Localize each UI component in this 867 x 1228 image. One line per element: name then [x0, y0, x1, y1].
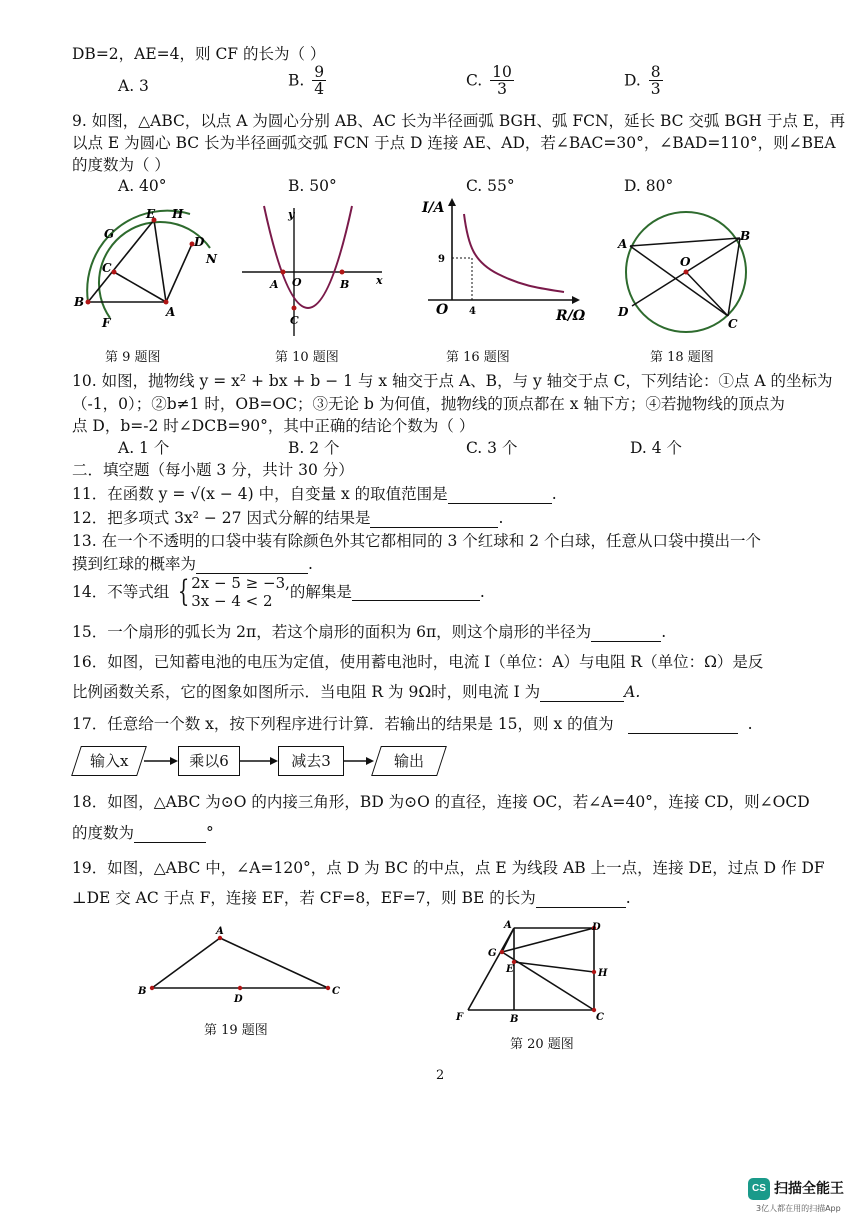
fig20-label-h: H — [598, 968, 608, 979]
caption-fig19: 第 19 题图 — [204, 1023, 268, 1038]
flow-arrowhead-2-icon — [270, 757, 278, 765]
page-number: 2 — [436, 1068, 445, 1083]
fig19-point-d — [238, 986, 242, 990]
q17-text: 17．任意给一个数 x，按下列程序进行计算．若输出的结果是 15，则 x 的值为 — [72, 715, 614, 733]
fig9-label-d: D — [194, 235, 205, 249]
fig9-segment-ad — [166, 244, 192, 302]
fig10-label-b: B — [340, 278, 350, 291]
figure-10 — [238, 200, 388, 340]
q17 — [72, 714, 753, 734]
q8-c-numerator: 10 — [492, 63, 512, 81]
scanner-brand-name: 扫描全能王 — [774, 1181, 844, 1197]
q16-text: 比例函数关系，它的图象如图所示．当电阻 R 为 9Ω时，则电流 I 为 — [72, 683, 541, 701]
q15-answer-blank[interactable] — [591, 625, 661, 642]
q16-answer-blank[interactable] — [540, 685, 624, 702]
fig9-point-c — [112, 270, 117, 275]
fig20-segment-ga — [502, 928, 514, 952]
q18-line-1: 18．如图，△ABC 为⊙O 的内接三角形，BD 为⊙O 的直径，连接 OC，若∠A=40°，连接 CD，则∠OCD — [72, 793, 810, 811]
q10-option-d: D. 4 个 — [630, 439, 683, 457]
caption-fig16: 第 16 题图 — [446, 350, 510, 365]
q13-line-1: 13. 在一个不透明的口袋中装有除颜色外其它都相同的 3 个红球和 2 个白球，任意从口袋中摸出一个 — [72, 532, 762, 550]
fig9-segment-ae — [154, 220, 166, 302]
q9-option-c: C. 55° — [466, 177, 515, 195]
fig19-label-d: D — [234, 994, 243, 1005]
fig10-point-a — [281, 270, 286, 275]
caption-fig9: 第 9 题图 — [105, 350, 161, 365]
fig18-label-b: B — [740, 229, 751, 243]
fig10-label-y: y — [288, 208, 295, 221]
q10-line-1: 10. 如图，抛物线 y = x² + bx + b − 1 与 x 轴交于点 A、B，与 y 轴交于点 C，下列结论：①点 A 的坐标为 — [72, 372, 833, 390]
q17-period: . — [747, 715, 753, 733]
q10-line-2: （-1，0）；②b≠1 时，OB=OC；③无论 b 为何值，抛物线的顶点都在 x 轴下方；④若抛物线的顶点为 — [72, 395, 785, 413]
q8-option-d — [624, 64, 663, 97]
q8-option-b — [288, 64, 326, 97]
fig19-label-c: C — [332, 986, 340, 997]
fig9-label-c: C — [102, 261, 112, 275]
q8-option-c-label: C. — [466, 71, 483, 90]
q10-line-3: 点 D，b=-2 时∠DCB=90°，其中正确的结论个数为（ ） — [72, 417, 475, 435]
fig9-label-a: A — [166, 305, 176, 319]
fig16-x-arrow-icon — [572, 296, 580, 304]
fig16-origin: O — [436, 302, 449, 318]
q8-c-denominator: 3 — [497, 80, 507, 98]
q14-eq1: 2x − 5 ≥ −3, — [191, 574, 290, 592]
scanner-tagline: 3亿人都在用的扫描App — [756, 1204, 841, 1213]
flowchart — [72, 746, 552, 778]
q11 — [72, 484, 557, 504]
q8-b-numerator: 9 — [314, 63, 325, 81]
q16-unit: A. — [624, 683, 641, 701]
q18-text: 的度数为 — [72, 824, 135, 842]
fig9-point-a — [164, 300, 169, 305]
fig20-label-c: C — [596, 1012, 604, 1023]
fig20-label-a: A — [504, 920, 512, 931]
q13-answer-blank[interactable] — [196, 557, 308, 574]
caption-fig18: 第 18 题图 — [650, 350, 714, 365]
q14 — [72, 574, 485, 610]
q10-option-c: C. 3 个 — [466, 439, 518, 457]
q8-option-c-fraction — [490, 64, 514, 97]
q10-option-a: A. 1 个 — [118, 439, 170, 457]
fig9-label-b: B — [74, 295, 85, 309]
flowchart-input-label: 输入x — [89, 752, 129, 770]
q19-text: ⊥DE 交 AC 于点 F，连接 EF，若 CF=8，EF=7，则 BE 的长为 — [72, 889, 536, 907]
fig9-label-e: E — [146, 207, 156, 221]
q8-option-c — [466, 64, 514, 97]
fig10-point-c — [292, 306, 297, 311]
fig9-point-b — [86, 300, 91, 305]
fig19-segment-ac — [220, 938, 328, 988]
fig18-segment-ac — [630, 246, 728, 316]
fig18-segment-ab — [630, 238, 740, 246]
q14-eq2: 3x − 4 < 2 — [191, 592, 273, 610]
fig20-label-b: B — [510, 1014, 519, 1025]
q19-period: . — [625, 889, 631, 907]
flow-arrowhead-1-icon — [170, 757, 178, 765]
fig19-segment-ab — [152, 938, 220, 988]
fig10-point-b — [340, 270, 345, 275]
fig18-label-d: D — [618, 305, 629, 319]
q14-system — [191, 574, 290, 610]
fig19-point-c — [326, 986, 330, 990]
q14-brace: { — [177, 574, 190, 609]
q14-answer-blank[interactable] — [352, 584, 480, 601]
figure-16 — [418, 196, 598, 336]
fig9-label-n: N — [206, 252, 217, 266]
q8-option-a: A. 3 — [118, 77, 149, 95]
fig10-label-o: O — [292, 276, 302, 289]
fig20-segment-gd — [502, 928, 594, 952]
q8-option-d-label: D. — [624, 71, 641, 90]
fig16-ylabel: I/A — [422, 200, 445, 216]
fig9-segment-ca — [114, 272, 166, 302]
fig18-segment-bc — [728, 238, 740, 316]
fig9-label-g: G — [104, 227, 115, 241]
fig19-label-b: B — [138, 986, 147, 997]
fig18-label-c: C — [728, 317, 738, 331]
fig16-curve — [464, 214, 564, 292]
q8-b-denominator: 4 — [314, 80, 325, 98]
q15-period: . — [661, 623, 667, 641]
q11-text: 11．在函数 y = √(x − 4) 中，自变量 x 的取值范围是 — [72, 485, 448, 503]
q8-tail-text: DB=2，AE=4，则 CF 的长为（ ） — [72, 45, 326, 63]
q9-line-2: 以点 E 为圆心 BC 长为半径画弧交弧 FCN 于点 D 连接 AE、AD，若∠BAC=30°，∠BAD=110°，则∠BEA — [72, 134, 836, 152]
q9-option-a: A. 40° — [118, 177, 167, 195]
q16-line-1: 16．如图，已知蓄电池的电压为定值，使用蓄电池时，电流 I（单位：A）与电阻 R（单位：Ω）是反 — [72, 653, 764, 671]
fig19-label-a: A — [216, 926, 224, 937]
q12-text: 12．把多项式 3x² − 27 因式分解的结果是 — [72, 509, 371, 527]
q8-option-b-label: B. — [288, 71, 305, 90]
q8-d-denominator: 3 — [650, 80, 661, 98]
q19-answer-blank[interactable] — [536, 891, 626, 908]
section-2-heading: 二．填空题（每小题 3 分，共计 30 分） — [72, 461, 354, 479]
fig18-label-o: O — [680, 255, 691, 269]
q15 — [72, 622, 666, 642]
figure-19 — [134, 924, 354, 1004]
fig16-xtick: 4 — [469, 306, 476, 317]
fig19-point-b — [150, 986, 154, 990]
fig20-point-h — [592, 970, 596, 974]
flowchart-output-label: 输出 — [393, 752, 424, 770]
scanner-logo-icon: CS — [748, 1178, 770, 1200]
q13-line-2 — [72, 554, 313, 574]
q8-option-b-fraction — [312, 64, 326, 97]
fig20-label-f: F — [456, 1012, 464, 1023]
fig10-label-c: C — [290, 314, 299, 327]
q14-text-post: 的解集是 — [289, 583, 352, 601]
q17-answer-blank[interactable] — [628, 717, 738, 734]
q9-option-b: B. 50° — [288, 177, 337, 195]
q12-answer-blank[interactable] — [370, 511, 498, 528]
flowchart-multiply-box: 乘以6 — [178, 746, 240, 776]
q9-line-1: 9. 如图，△ABC，以点 A 为圆心分别 AB、AC 长为半径画弧 BGH、弧 FCN，延长 BC 交弧 BGH 于点 E，再 — [72, 112, 846, 130]
flow-arrowhead-3-icon — [366, 757, 374, 765]
fig10-label-a: A — [270, 278, 279, 291]
caption-fig10: 第 10 题图 — [275, 350, 339, 365]
fig18-segment-oc — [686, 272, 728, 316]
figure-20 — [450, 918, 620, 1030]
q11-answer-blank[interactable] — [448, 487, 552, 504]
q8-option-d-fraction — [649, 64, 663, 97]
q16-line-2 — [72, 682, 640, 702]
fig10-label-x: x — [376, 274, 383, 287]
q15-text: 15．一个扇形的弧长为 2π，若这个扇形的面积为 6π，则这个扇形的半径为 — [72, 623, 592, 641]
q9-line-3: 的度数为（ ） — [72, 156, 170, 174]
q12-period: . — [498, 509, 504, 527]
figure-18 — [612, 210, 772, 340]
fig18-point-o — [684, 270, 689, 275]
fig9-label-h: H — [172, 207, 184, 221]
fig10-parabola — [264, 206, 352, 308]
fig20-label-g: G — [488, 948, 497, 959]
fig16-ytick: 9 — [438, 254, 445, 265]
fig18-label-a: A — [618, 237, 628, 251]
q14-period: . — [479, 583, 485, 601]
fig16-y-arrow-icon — [448, 198, 456, 206]
fig9-label-f: F — [102, 316, 111, 330]
q19-line-1: 19．如图，△ABC 中，∠A=120°，点 D 为 BC 的中点，点 E 为线段 AB 上一点，连接 DE，过点 D 作 DF — [72, 859, 825, 877]
q14-text-pre: 14．不等式组 — [72, 583, 170, 601]
flowchart-subtract-box: 减去3 — [278, 746, 344, 776]
q19-line-2 — [72, 888, 631, 908]
fig20-point-g — [500, 950, 504, 954]
q18-answer-blank[interactable] — [134, 826, 206, 843]
caption-fig20: 第 20 题图 — [510, 1037, 574, 1052]
q12 — [72, 508, 503, 528]
q18-degree: ° — [206, 824, 214, 842]
q10-option-b: B. 2 个 — [288, 439, 340, 457]
q18-line-2 — [72, 823, 214, 843]
q13-text: 摸到红球的概率为 — [72, 555, 197, 573]
q9-option-d: D. 80° — [624, 177, 674, 195]
fig16-xlabel: R/Ω — [556, 308, 586, 324]
fig20-segment-gc — [502, 952, 594, 1010]
q11-period: . — [551, 485, 557, 503]
q13-period: . — [308, 555, 313, 573]
q8-d-numerator: 8 — [650, 63, 661, 81]
fig20-label-d: D — [592, 922, 601, 933]
fig20-label-e: E — [506, 964, 514, 975]
flowchart-output-box — [371, 746, 447, 776]
figure-9 — [70, 200, 230, 340]
